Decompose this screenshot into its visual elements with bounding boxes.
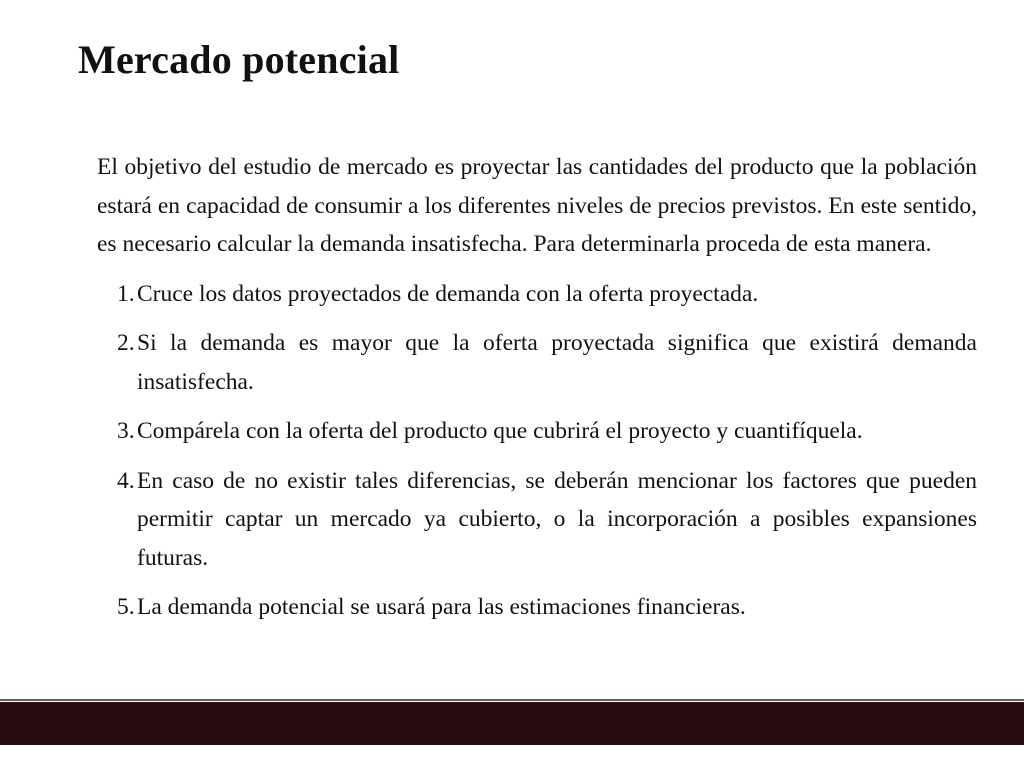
step-number: 3. [117, 418, 135, 444]
step-text: Compárela con la oferta del producto que cubrirá el proyecto y cuantifíquela. [137, 418, 863, 444]
step-number: 2. [117, 330, 135, 356]
list-item [97, 324, 977, 401]
step-text: Si la demanda es mayor que la oferta proyectada significa que existirá demanda insatisfecha. [137, 330, 977, 395]
step-number: 1. [117, 280, 135, 307]
intro-paragraph: El objetivo del estudio de mercado es proyectar las cantidades del producto que la población estará en capacidad de consumir a los diferentes niveles de precios previstos. En este sentido, es necesario calcular la demanda insatisfecha. Para determinarla proceda de esta manera. [97, 154, 977, 257]
slide-title: Mercado potencial [78, 37, 400, 82]
slide-body [97, 148, 977, 627]
footer-divider [0, 699, 1024, 701]
steps-list [97, 275, 977, 627]
step-text: En caso de no existir tales diferencias, se deberán mencionar los factores que pueden permitir captar un mercado ya cubierto, o la incorporación a posibles expansiones futuras. [137, 467, 977, 571]
list-item [97, 462, 977, 578]
list-item [97, 588, 977, 627]
footer-band [0, 702, 1024, 745]
list-item [97, 275, 977, 314]
step-number: 5. [117, 594, 135, 620]
list-item [97, 412, 977, 451]
step-text: Cruce los datos proyectados de demanda con la oferta proyectada. [137, 280, 759, 307]
step-text: La demanda potencial se usará para las estimaciones financieras. [137, 594, 746, 620]
step-number: 4. [117, 467, 135, 494]
